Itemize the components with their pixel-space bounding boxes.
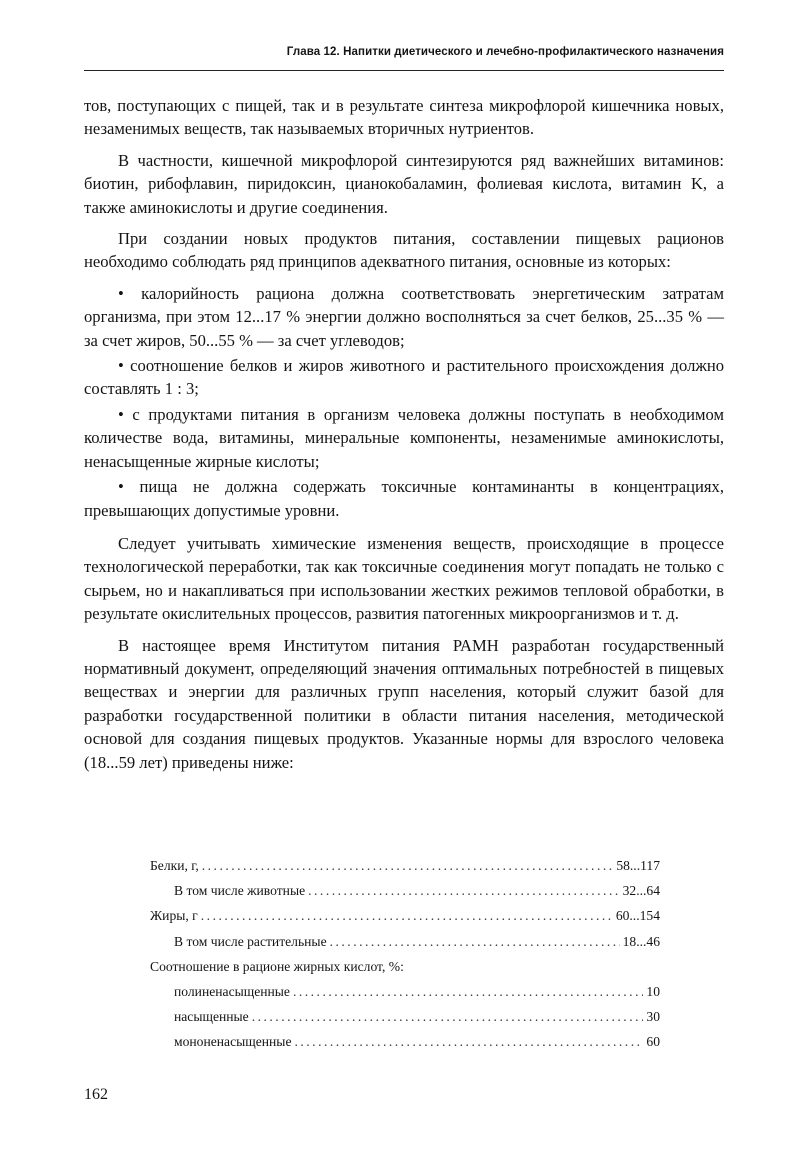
bullet-contaminants: • пища не должна содержать токсичные контаминанты в концентрациях, превышающих допустимые уровни.: [84, 477, 724, 520]
fatty-acids-heading: Соотношение в рационе жирных кислот, %:: [150, 958, 404, 974]
paragraph-principles-intro: При создании новых продуктов питания, составлении пищевых рационов необходимо соблюдать ряд принципов адекватного питания, основные из которых:: [84, 229, 724, 272]
norm-label: В том числе животные: [174, 883, 306, 899]
norm-value: 18...46: [622, 933, 660, 949]
norm-label: полиненасыщенные: [174, 983, 290, 999]
norm-label: насыщенные: [174, 1009, 249, 1025]
norm-row-saturated: [150, 1009, 660, 1034]
norms-list: [150, 858, 660, 1060]
paragraph-microflora: В частности, кишечной микрофлорой синтезируются ряд важнейших витаминов: биотин, рибофлавин, пиридоксин, цианокобаламин, фолиевая кислота, витамин K, а также аминокислоты и другие соединения.: [84, 150, 724, 217]
running-header: Глава 12. Напитки диетического и лечебно-профилактического назначения: [286, 46, 724, 58]
dot-leader: [294, 1034, 643, 1050]
dot-leader: [293, 984, 643, 1000]
bullet-caloric-content: • калорийность рациона должна соответствовать энергетическим затратам организма, при этом 12...17 % энергии должно восполняться за счет белков, 25...35 % — за счет жиров, 50...55 % — за счет углеводов;: [84, 283, 724, 350]
norm-label: Жиры, г: [150, 908, 198, 924]
norm-label: мононенасыщенные: [174, 1034, 292, 1050]
norm-value: 10: [646, 983, 660, 999]
norm-label: В том числе растительные: [174, 933, 327, 949]
dot-leader: [202, 858, 614, 874]
bullet-essential-nutrients: • с продуктами питания в организм человека должны поступать в необходимом количестве вода, витамины, минеральные компоненты, незаменимые аминокислоты, ненасыщенные жирные кислоты;: [84, 404, 724, 471]
norm-value: 60: [646, 1034, 660, 1050]
paragraph-continuation: тов, поступающих с пищей, так и в результате синтеза микрофлорой кишечника новых, незаменимых веществ, так называемых вторичных нутриентов.: [84, 96, 724, 139]
dot-leader: [252, 1009, 644, 1025]
dot-leader: [308, 883, 619, 899]
norm-value: 58...117: [616, 858, 660, 873]
norm-row-animal-proteins: [150, 883, 660, 908]
paragraph-norms-intro: В настоящее время Институтом питания РАМН разработан государственный нормативный документ, определяющий значения оптимальных потребностей в пищевых веществах и энергии для различных групп населения, который служит базой для разработки государственной политики в области питания населения, методической основой для создания пищевых продуктов. Указанные нормы для взрослого человека (18...59 лет) приведены ниже:: [84, 635, 724, 772]
dot-leader: [201, 908, 613, 924]
page-number: 162: [84, 1086, 108, 1103]
norm-label: Белки, г,: [150, 858, 199, 873]
norm-row-fats: [150, 908, 660, 933]
body-text: [84, 94, 724, 782]
norm-row-polyunsaturated: [150, 984, 660, 1009]
bullet-protein-fat-ratio: • соотношение белков и жиров животного и растительного происхождения должно составлять 1 : 3;: [84, 356, 724, 399]
header-rule: [84, 70, 724, 71]
dot-leader: [330, 934, 620, 950]
norm-row-proteins: [150, 858, 660, 883]
norm-row-vegetable-fats: [150, 934, 660, 959]
norm-value: 32...64: [622, 883, 660, 899]
norm-value: 30: [646, 1009, 660, 1025]
norm-value: 60...154: [615, 908, 660, 924]
paragraph-chemical-changes: Следует учитывать химические изменения веществ, происходящие в процессе технологической переработки, так как токсичные соединения могут попадать не только с сырьем, но и накапливаться при использовании жестких режимов тепловой обработки, в результате окислительных процессов, развития патогенных микроорганизмов и т. д.: [84, 533, 724, 624]
norm-row-monounsaturated: [150, 1034, 660, 1059]
